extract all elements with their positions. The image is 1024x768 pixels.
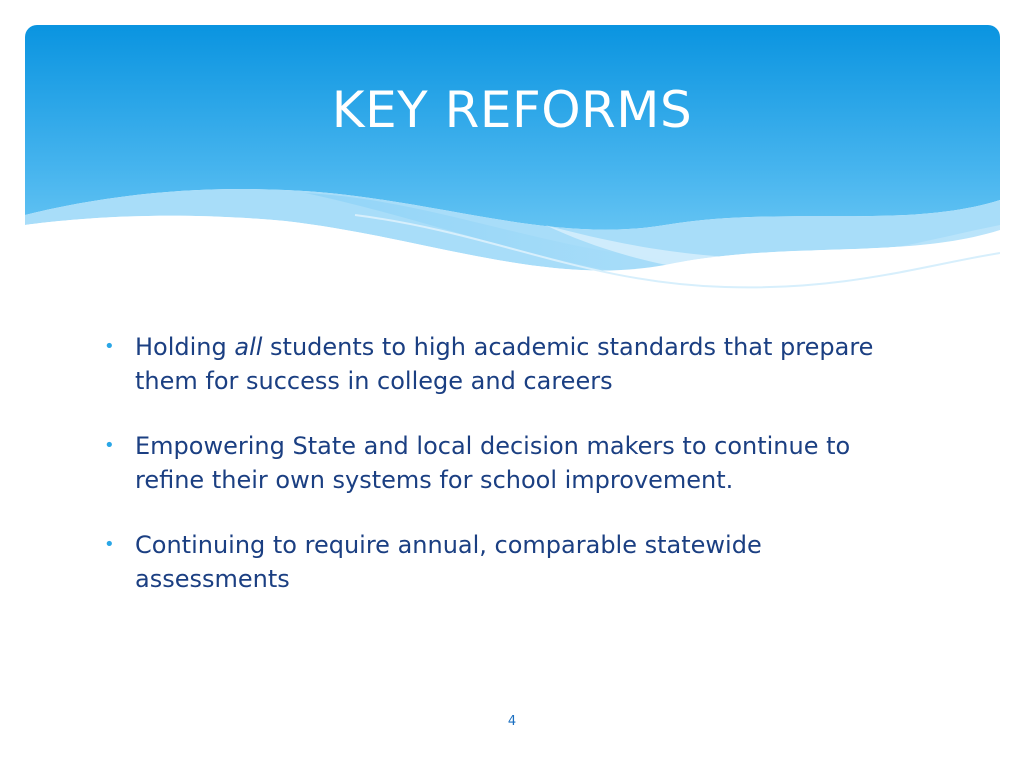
slide-title: KEY REFORMS xyxy=(331,81,693,139)
bullet-item-3 xyxy=(104,528,904,596)
bullet-icon: • xyxy=(104,534,115,555)
bullet-item-1 xyxy=(104,330,904,398)
header-banner xyxy=(25,25,1000,295)
bullet-1-emphasis: all xyxy=(234,333,263,361)
bullet-item-2 xyxy=(104,429,904,497)
bullet-icon: • xyxy=(104,435,115,456)
bullet-icon: • xyxy=(104,336,115,357)
bullet-2-text: Empowering State and local decision makers to continue to refine their own systems for school improvement. xyxy=(135,432,851,494)
header-wave-graphic xyxy=(25,25,1000,295)
bullet-3-text: Continuing to require annual, comparable statewide assessments xyxy=(135,531,762,593)
bullet-1-suffix: students to high academic standards that prepare them for success in college and careers xyxy=(135,333,874,395)
bullet-1-prefix: Holding xyxy=(135,333,235,361)
page-number: 4 xyxy=(507,714,517,729)
bullet-list xyxy=(104,330,904,627)
